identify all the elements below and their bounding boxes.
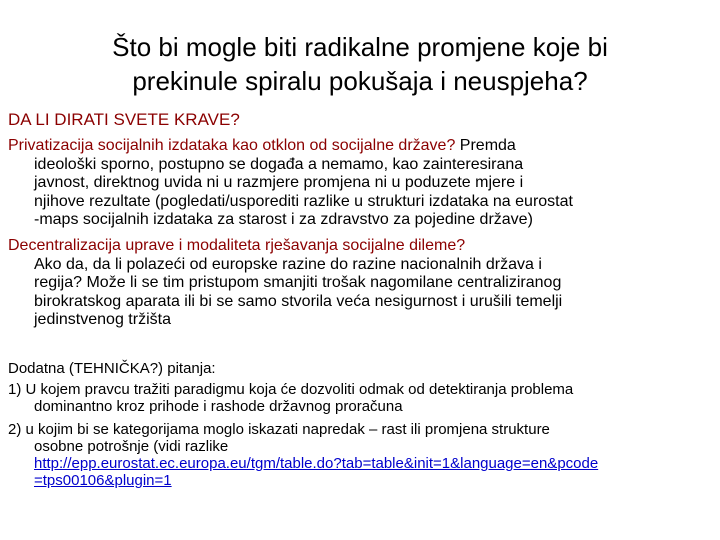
slide-title: [0, 30, 720, 98]
q1-first-line: 1) U kojem pravcu tražiti paradigmu koja će dozvoliti odmak od detektiranja problema: [8, 381, 574, 398]
eurostat-link-line-1[interactable]: http://epp.eurostat.ec.europa.eu/tgm/table.do?tab=table&init=1&language=en&pcode: [34, 455, 599, 472]
eurostat-link[interactable]: [8, 455, 714, 489]
privatization-line: -maps socijalnih izdataka za starost i za zdravstvo za pojedine države): [34, 211, 533, 228]
q1-rest-line: dominantno kroz prihode i rashode državnog proračuna: [34, 398, 403, 415]
decentralization-line: jedinstvenog tržišta: [34, 311, 171, 328]
question-heading: DA LI DIRATI SVETE KRAVE?: [8, 110, 240, 129]
slide-title-line-1: Što bi mogle biti radikalne promjene koje bi: [112, 32, 608, 62]
decentralization-paragraph: [8, 237, 714, 330]
decentralization-line: regija? Može li se tim pristupom smanjiti trošak nagomilane centraliziranog: [34, 274, 562, 291]
q2-first-line: 2) u kojim bi se kategorijama moglo iskazati napredak – rast ili promjena strukture: [8, 421, 550, 438]
decentralization-line: birokratskog aparata ili bi se samo stvorila veća nesigurnost i urušili temelji: [34, 292, 563, 310]
privatization-paragraph: [8, 137, 714, 230]
privatization-first: Premda: [455, 137, 516, 154]
additional-question-1: [8, 381, 714, 415]
privatization-line: ideološki sporno, postupno se događa a nemamo, kao zainteresirana: [34, 155, 524, 173]
q2-rest-line: osobne potrošnje (vidi razlike: [34, 438, 229, 455]
additional-question-2: [8, 421, 714, 489]
eurostat-link-line-2[interactable]: =tps00106&plugin=1: [34, 472, 172, 489]
decentralization-line: Ako da, da li polazeći od europske razine do razine nacionalnih država i: [34, 255, 542, 273]
slide-title-line-2: prekinule spiralu pokušaja i neuspjeha?: [132, 66, 588, 96]
additional-heading: Dodatna (TEHNIČKA?) pitanja:: [8, 360, 216, 377]
privatization-line: njihove rezultate (pogledati/usporediti razlike u strukturi izdataka na eurostat: [34, 192, 573, 210]
privatization-line: javnost, direktnog uvida ni u razmjere promjena ni u poduzete mjere i: [34, 174, 524, 191]
privatization-lead: Privatizacija socijalnih izdataka kao otklon od socijalne države?: [8, 137, 456, 154]
decentralization-lead: Decentralizacija uprave i modaliteta rješavanja socijalne dileme?: [8, 237, 466, 254]
